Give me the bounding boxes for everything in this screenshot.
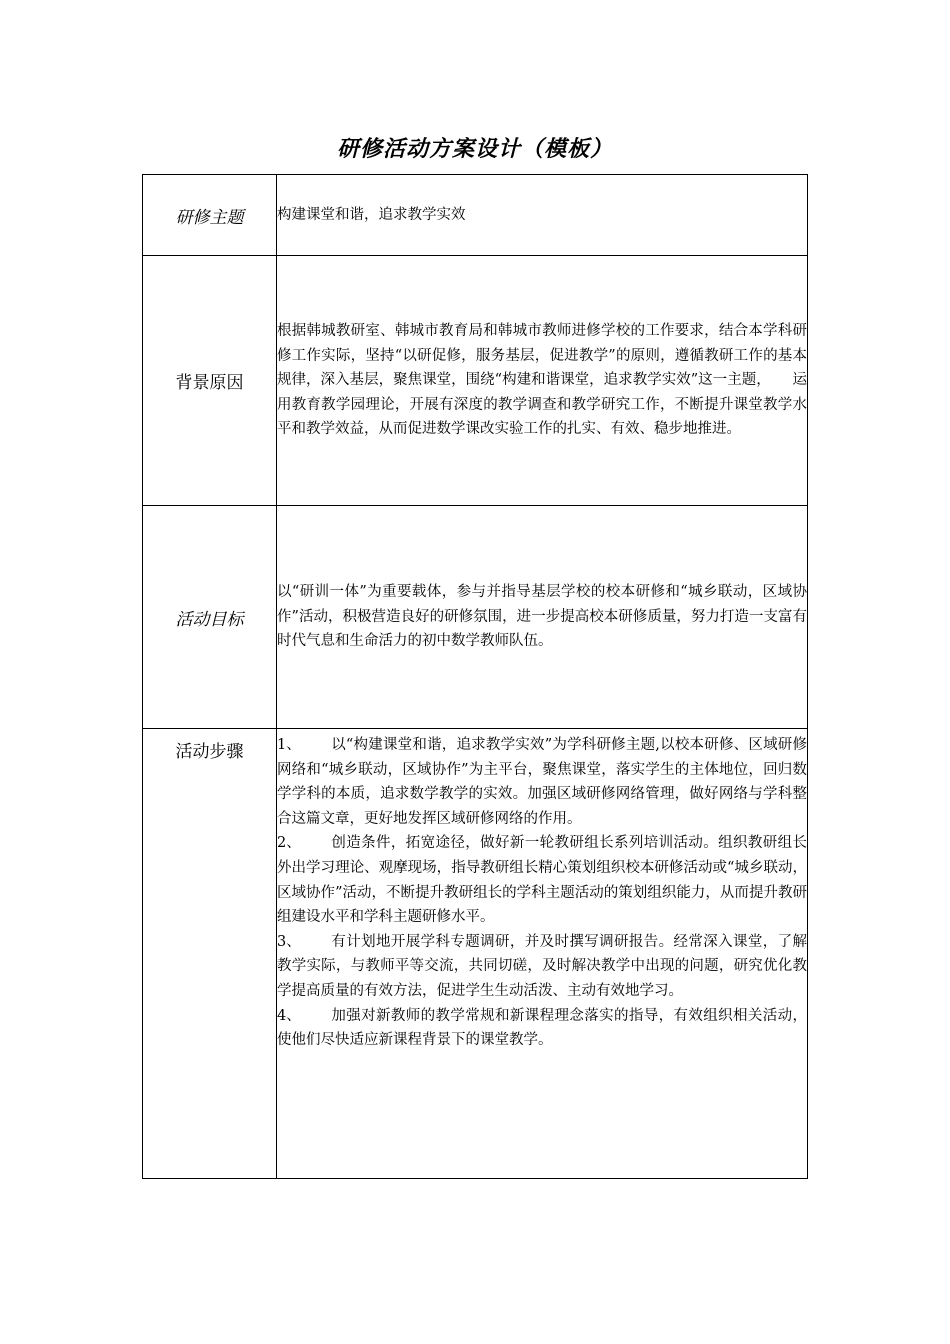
step-item	[277, 930, 807, 1004]
table-row-steps	[143, 729, 808, 1179]
step-item	[277, 1004, 807, 1053]
plan-table	[142, 174, 808, 1179]
step-item	[277, 831, 807, 929]
content-goal: 以“研训一体”为重要载体，参与并指导基层学校的校本研修和“城乡联动，区域协作”活动，积极营造良好的研修氛围，进一步提高校本研修质量，努力打造一支富有时代气息和生命活力的初中数学教师队伍。	[277, 506, 808, 729]
table-row-background	[143, 256, 808, 506]
table-row-theme	[143, 175, 808, 256]
step-item	[277, 733, 807, 831]
step-text: 有计划地开展学科专题调研，并及时撰写调研报告。经常深入课堂，了解教学实际，与教师平等交流，共同切磋，及时解决教学中出现的问题，研究优化教学提高质量的有效方法，促进学生生动活泼、主动有效地学习。	[277, 933, 807, 999]
step-number: 3、	[277, 933, 301, 950]
step-number: 2、	[277, 835, 301, 852]
step-text: 加强对新教师的教学常规和新课程理念落实的指导，有效组织相关活动，使他们尽快适应新课程背景下的课堂教学。	[277, 1007, 807, 1049]
document-title: 研修活动方案设计（模板）	[336, 136, 613, 162]
step-text: 创造条件，拓宽途径，做好新一轮教研组长系列培训活动。组织教研组长外出学习理论、观摩现场，指导教研组长精心策划组织校本研修活动或“城乡联动，区域协作”活动，不断提升教研组长的学科主题活动的策划组织能力，从而提升教研组建设水平和学科主题研修水平。	[277, 835, 807, 926]
step-text: 以“构建课堂和谐，追求教学实效”为学科研修主题,以校本研修、区域研修网络和“城乡联动，区域协作”为主平台，聚焦课堂，落实学生的主体地位，回归数学学科的本质，追求数学教学的实效。加强区域研修网络管理，做好网络与学科整合这篇文章，更好地发挥区域研修网络的作用。	[277, 737, 807, 827]
step-number: 1、	[277, 737, 301, 753]
label-theme: 研修主题	[143, 175, 277, 256]
label-background: 背景原因	[143, 256, 277, 506]
label-goal: 活动目标	[143, 506, 277, 729]
step-number: 4、	[277, 1007, 301, 1024]
label-steps: 活动步骤	[143, 729, 277, 1179]
content-steps	[277, 729, 808, 1179]
content-background: 根据韩城教研室、韩城市教育局和韩城市教师进修学校的工作要求，结合本学科研修工作实际，坚持“以研促修，服务基层，促进教学”的原则，遵循教研工作的基本规律，深入基层，聚焦课堂，围绕“构建和谐课堂，追求教学实效”这一主题， 运用教育教学园理论，开展有深度的教学调查和教学研究工作，不断提升课堂教学水平和教学效益，从而促进数学课改实验工作的扎实、有效、稳步地推进。	[277, 256, 808, 506]
content-theme: 构建课堂和谐，追求教学实效	[277, 175, 808, 256]
table-row-goal	[143, 506, 808, 729]
